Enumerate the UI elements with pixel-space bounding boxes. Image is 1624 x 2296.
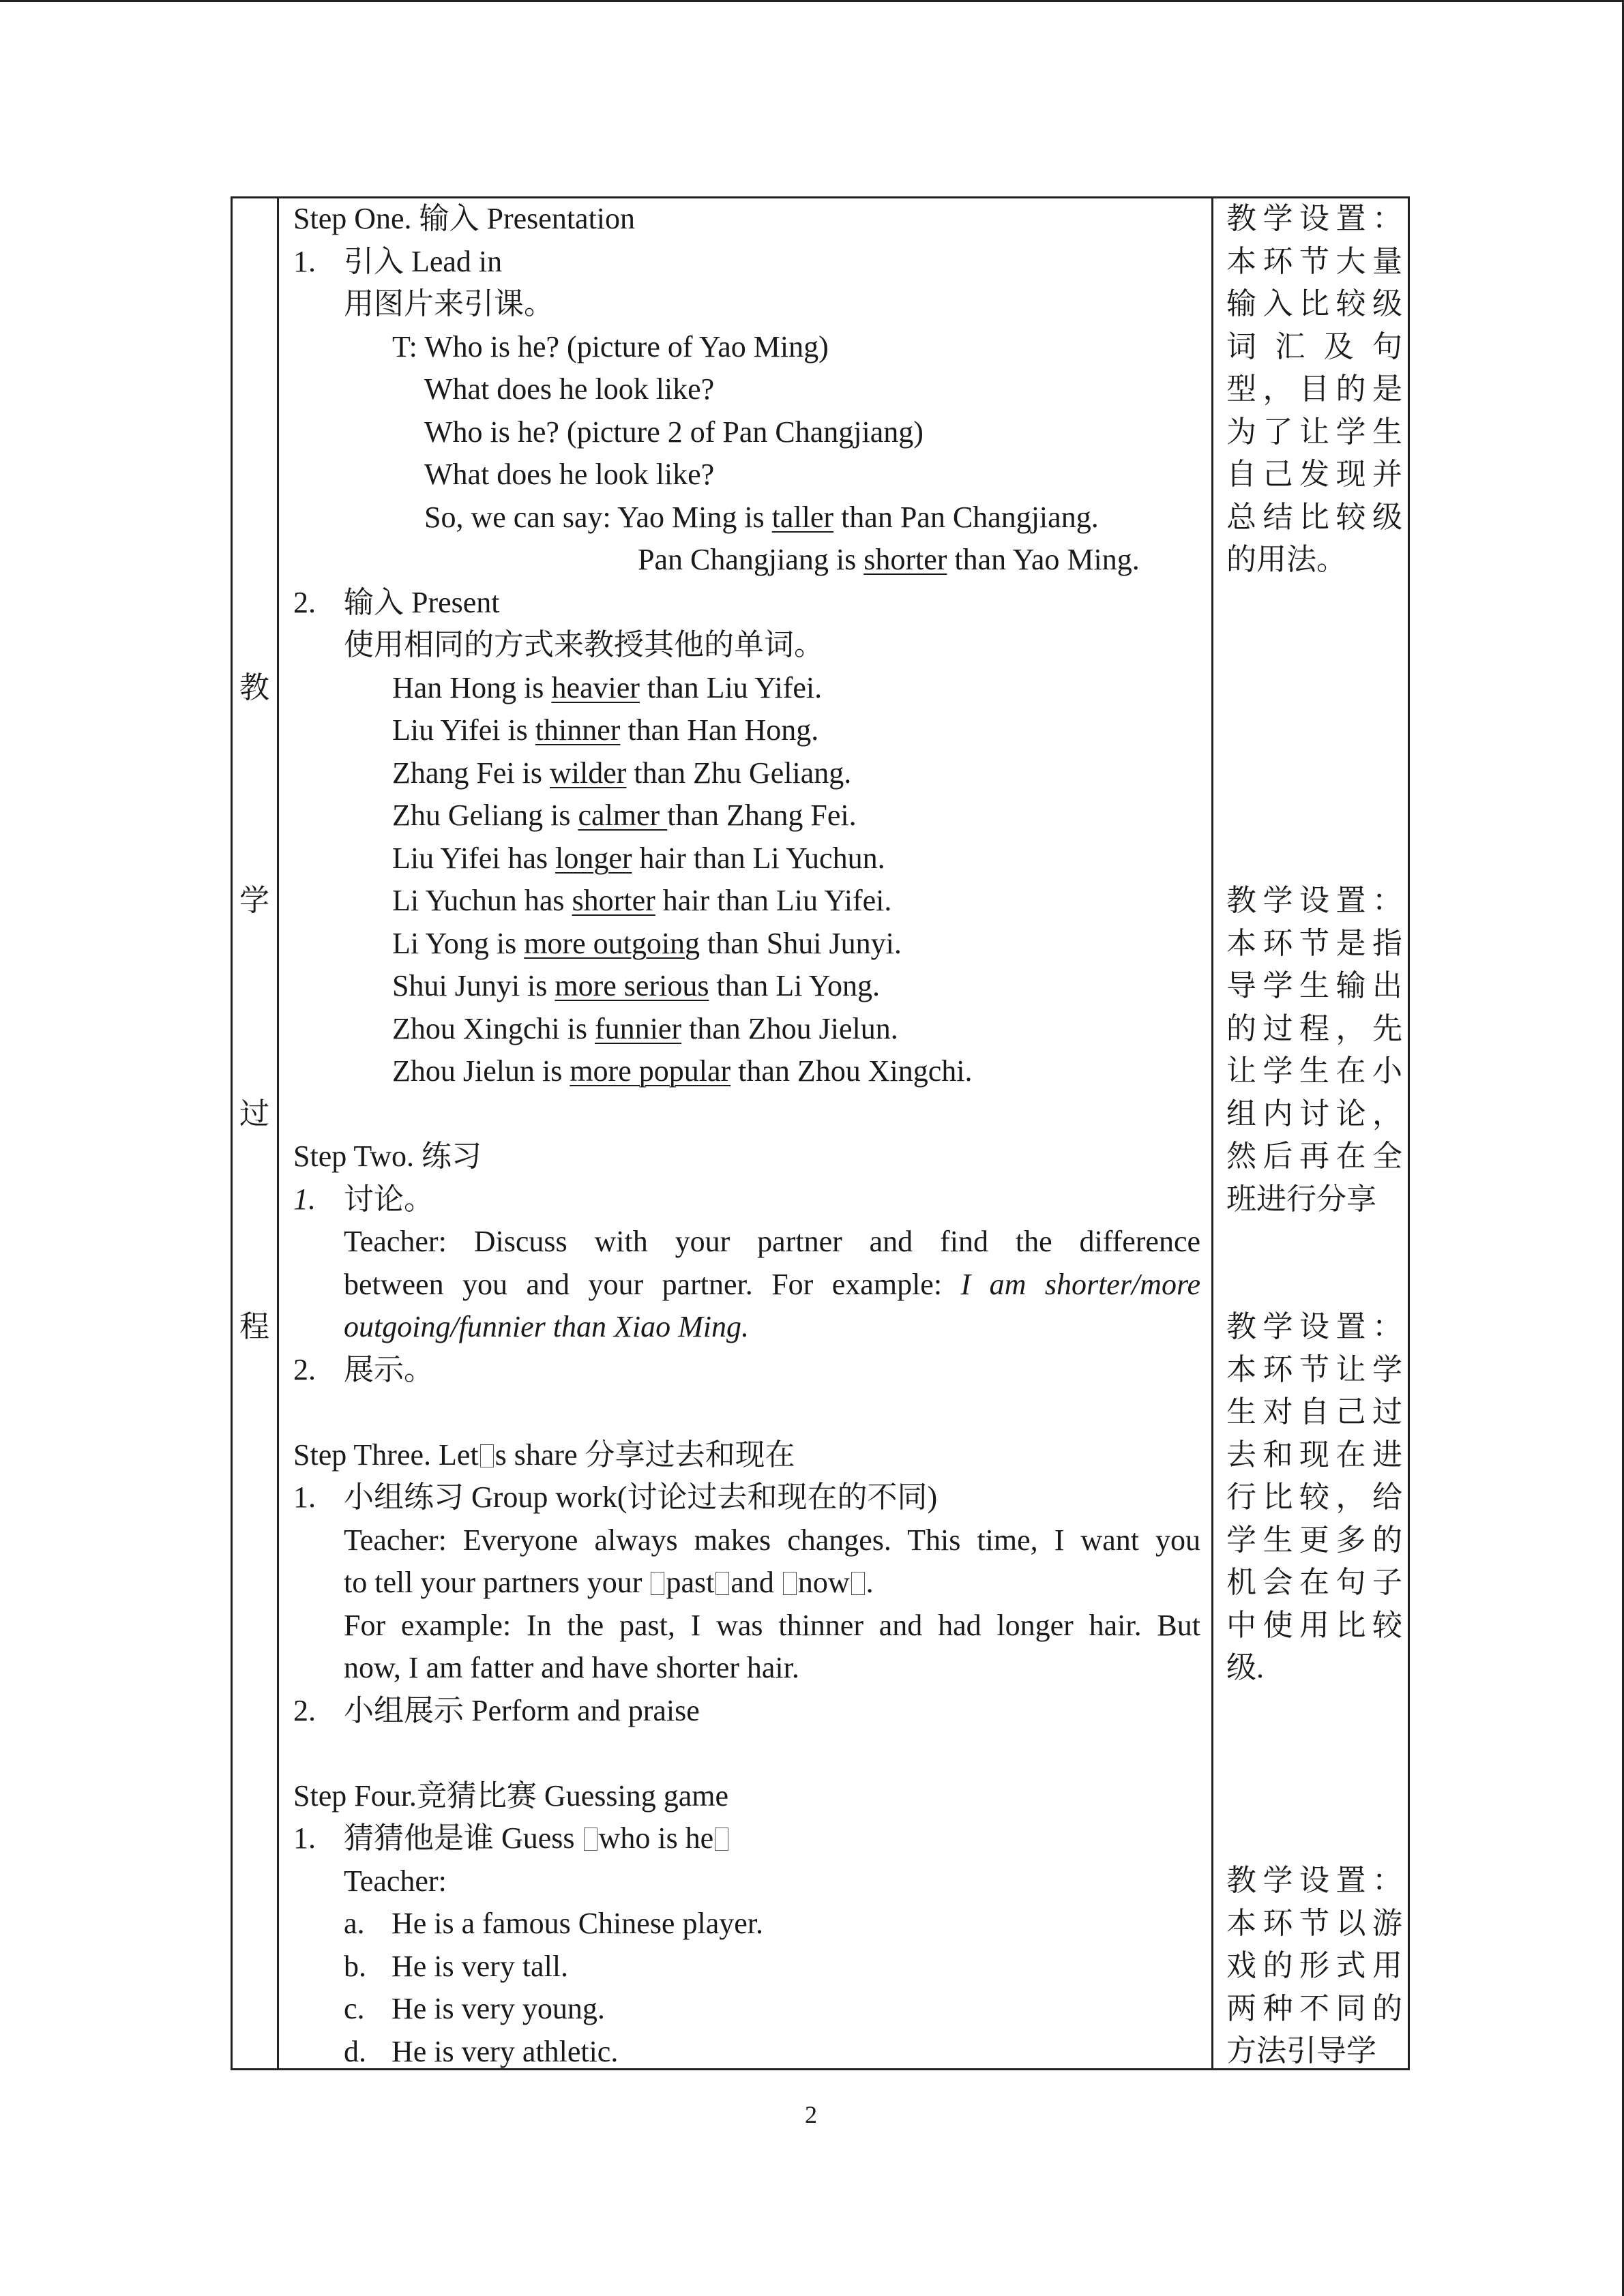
item-title: 讨论。 xyxy=(344,1182,434,1216)
sentence-text: Zhang Fei is xyxy=(392,756,550,790)
missing-glyph-box xyxy=(783,1572,797,1595)
item-number: 2. xyxy=(293,585,316,619)
step-two-item-1 xyxy=(293,1178,1200,1221)
comparative-word: shorter xyxy=(572,884,655,917)
clue-item xyxy=(293,1903,1200,1945)
teacher-instruction: Teacher: Discuss with your partner and find the difference xyxy=(344,1225,1200,1258)
sentence-text: Shui Junyi is xyxy=(392,969,555,1002)
instruction-text: and xyxy=(730,1566,782,1599)
sentence-text: than Zhou Xingchi. xyxy=(730,1054,973,1088)
example-sentence xyxy=(293,965,1200,1008)
instruction-text: now xyxy=(797,1566,850,1599)
step-one-item-1 xyxy=(293,241,1200,284)
sentence-text: than Shui Junyi. xyxy=(700,926,902,960)
comparative-word: funnier xyxy=(594,1011,682,1045)
step-three-title xyxy=(293,1434,1200,1477)
example-sentence xyxy=(293,837,1200,880)
blank-line xyxy=(293,1391,1200,1434)
sentence-text: Han Hong is xyxy=(392,670,552,704)
teacher-question: T: Who is he? (picture of Yao Ming) xyxy=(392,329,829,363)
item-title: 小组练习 Group work(讨论过去和现在的不同) xyxy=(344,1480,938,1514)
clue-letter: d. xyxy=(344,2034,366,2068)
title-text: s share 分享过去和现在 xyxy=(494,1437,795,1472)
clue-item xyxy=(293,1945,1200,1988)
example-sentence xyxy=(293,667,1200,710)
clue-letter: b. xyxy=(344,1949,366,1983)
sentence-text: than Zhu Geliang. xyxy=(626,756,852,790)
page-number: 2 xyxy=(805,2101,817,2128)
sentence-text: than Li Yong. xyxy=(709,969,881,1002)
item-description: 使用相同的方式来教授其他的单词。 xyxy=(344,628,824,661)
missing-glyph-box xyxy=(480,1444,494,1467)
example-sentence xyxy=(293,880,1200,923)
clue-item xyxy=(293,2031,1200,2074)
sentence-text: than Liu Yifei. xyxy=(639,670,823,704)
step-two-item-2 xyxy=(293,1349,1200,1392)
side-label-char-1: 教 xyxy=(239,671,269,704)
item-number: 2. xyxy=(293,1693,316,1727)
step-one-item-2 xyxy=(293,582,1200,625)
item-number: 1. xyxy=(293,1480,316,1514)
comparative-word: more popular xyxy=(570,1054,731,1088)
missing-glyph-box xyxy=(715,1828,728,1851)
sentence-text: than Zhang Fei. xyxy=(667,799,857,832)
item-title: 小组展示 Perform and praise xyxy=(344,1693,700,1727)
instruction-text: past xyxy=(666,1566,715,1599)
sentence-text: Zhou Jielun is xyxy=(392,1054,570,1088)
sentence-text: Zhou Xingchi is xyxy=(392,1011,595,1045)
example-sentence xyxy=(293,1050,1200,1093)
sentence-text: hair than Li Yuchun. xyxy=(632,841,885,875)
comparative-word: taller xyxy=(771,500,834,534)
sentence-text: than Yao Ming. xyxy=(947,543,1140,576)
step-two-title: Step Two. 练习 xyxy=(293,1139,482,1173)
teacher-question: What does he look like? xyxy=(424,458,715,491)
comparative-word: thinner xyxy=(535,713,621,747)
step-one-title: Step One. 输入 Presentation xyxy=(293,202,636,235)
side-label-char-3: 过 xyxy=(239,1097,269,1131)
item-title: 猜猜他是谁 Guess xyxy=(344,1821,582,1855)
example-sentence xyxy=(293,1008,1200,1051)
side-label-char-2: 学 xyxy=(239,884,269,917)
sentence-text: Liu Yifei is xyxy=(392,713,535,747)
teaching-note-1: 教学设置：本环节大量输入比较级词汇及句型，目的是为了让学生自己发现并总结比较级的用法。 xyxy=(1226,202,1402,576)
step-four-item-1 xyxy=(293,1817,1200,1860)
sentence-text: Li Yong is xyxy=(392,926,525,960)
missing-glyph-box xyxy=(851,1572,865,1595)
missing-glyph-box xyxy=(651,1572,664,1595)
page-top-border xyxy=(0,0,1624,2)
comparative-word: wilder xyxy=(549,756,627,790)
example-sentence xyxy=(293,752,1200,795)
missing-glyph-box xyxy=(584,1828,597,1851)
clue-text: He is a famous Chinese player. xyxy=(392,1907,763,1940)
blank-line xyxy=(293,1732,1200,1775)
sentence-text: than Han Hong. xyxy=(620,713,819,747)
sentence-text: Li Yuchun has xyxy=(392,884,572,917)
instruction-text: to tell your partners your xyxy=(344,1566,650,1599)
step-three-item-1 xyxy=(293,1476,1200,1519)
sentence-text: Liu Yifei has xyxy=(392,841,556,875)
blank-line xyxy=(293,1093,1200,1136)
sentence-text: than Zhou Jielun. xyxy=(681,1011,898,1045)
teacher-instruction: Teacher: Everyone always makes changes. This time, I want you xyxy=(344,1523,1200,1557)
sentence-text: So, we can say: Yao Ming is xyxy=(424,500,772,534)
clue-text: He is very tall. xyxy=(392,1949,569,1983)
sentence-text: than Pan Changjiang. xyxy=(833,500,1099,534)
comparative-word: more outgoing xyxy=(524,926,700,960)
example-text: now, I am fatter and have shorter hair. xyxy=(344,1651,799,1684)
item-description: 用图片来引课。 xyxy=(344,287,554,320)
teacher-label: Teacher: xyxy=(344,1864,447,1898)
side-label-char-4: 程 xyxy=(239,1310,269,1343)
example-text: For example: In the past, I was thinner and had longer hair. But xyxy=(344,1608,1200,1642)
instruction-text: between you and your partner. For example: xyxy=(344,1267,961,1301)
teaching-note-4: 教学设置：本环节以游戏的形式用两种不同的方法引导学 xyxy=(1226,1864,1402,2068)
item-number: 1. xyxy=(293,244,316,278)
teacher-question: Who is he? (picture 2 of Pan Changjiang) xyxy=(424,415,924,449)
sentence-text: Pan Changjiang is xyxy=(638,543,864,576)
example-sentence xyxy=(293,794,1200,837)
item-title: 输入 Present xyxy=(344,585,500,619)
clue-item xyxy=(293,1988,1200,2031)
lesson-procedure xyxy=(293,198,1200,2073)
clue-text: He is very young. xyxy=(392,1992,605,2025)
clue-letter: c. xyxy=(344,1992,365,2025)
comparative-word: heavier xyxy=(551,670,640,704)
example-sentence xyxy=(293,709,1200,752)
missing-glyph-box xyxy=(715,1572,729,1595)
item-number: 2. xyxy=(293,1352,316,1386)
example-italic: I am shorter/more xyxy=(960,1267,1200,1301)
clue-text: He is very athletic. xyxy=(392,2034,619,2068)
comparison-sentence xyxy=(293,539,1200,582)
teacher-instruction xyxy=(293,1562,1200,1605)
table-divider-right xyxy=(1211,196,1213,2070)
example-sentence xyxy=(293,923,1200,966)
sentence-text: hair than Liu Yifei. xyxy=(655,884,892,917)
item-title: who is he xyxy=(598,1821,714,1855)
step-three-item-2 xyxy=(293,1690,1200,1733)
item-title: 引入 Lead in xyxy=(344,244,503,278)
title-text: Step Three. Let xyxy=(293,1437,479,1472)
comparative-word: longer xyxy=(555,841,632,875)
item-number: 1. xyxy=(293,1821,316,1855)
item-number: 1. xyxy=(293,1182,316,1216)
instruction-text: . xyxy=(866,1566,874,1599)
clue-letter: a. xyxy=(344,1907,365,1940)
sentence-text: Zhu Geliang is xyxy=(392,799,578,832)
example-italic: outgoing/funnier than Xiao Ming. xyxy=(344,1310,749,1343)
teacher-question: What does he look like? xyxy=(424,372,715,406)
teaching-note-3: 教学设置：本环节让学生对自己过去和现在进行比较，给学生更多的机会在句子中使用比较级. xyxy=(1226,1310,1402,1684)
item-title: 展示。 xyxy=(344,1352,434,1386)
comparative-word: shorter xyxy=(863,543,947,576)
comparative-word: more serious xyxy=(555,969,709,1002)
teaching-note-2: 教学设置：本环节是指导学生输出的过程，先让学生在小组内讨论，然后再在全班进行分享 xyxy=(1226,884,1402,1216)
comparison-sentence xyxy=(293,496,1200,539)
step-four-title: Step Four.竞猜比赛 Guessing game xyxy=(293,1778,728,1813)
comparative-word: calmer xyxy=(578,799,668,832)
teacher-instruction xyxy=(293,1264,1200,1307)
